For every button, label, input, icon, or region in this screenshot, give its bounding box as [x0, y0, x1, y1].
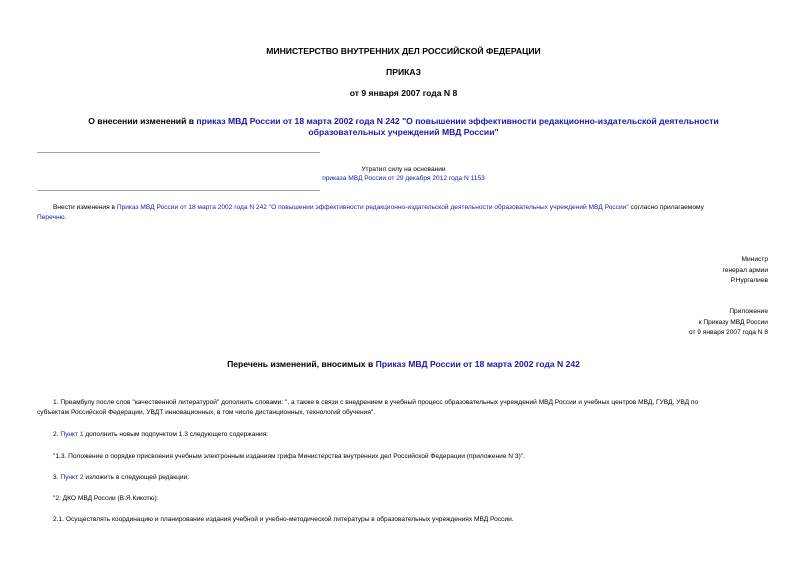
- item-3: "1.3. Положение о порядке присвоения учебным электронным изданиям грифа Министерства внутренних дел Российской Федерации (приложение N 3)".: [53, 453, 525, 460]
- title-link-order-242[interactable]: приказ МВД России от 18 марта 2002 года N 242 "О повышении эффективности редакционно-издательской деятельности: [196, 116, 719, 126]
- ministry-heading: МИНИСТЕРСТВО ВНУТРЕННИХ ДЕЛ РОССИЙСКОЙ ФЕДЕРАЦИИ: [266, 46, 541, 56]
- list-title: [0, 359, 807, 369]
- intro-link-list[interactable]: Перечню: [37, 214, 65, 221]
- item-6: 2.1. Осуществлять координацию и планирование издания учебной и учебно-методической литературы в образовательных учреждениях МВД России.: [53, 516, 514, 523]
- item-4-num: 3.: [53, 474, 61, 481]
- item-2: [53, 430, 268, 439]
- title-prefix: О внесении изменений в: [88, 116, 197, 126]
- appendix-block: [600, 307, 768, 339]
- appendix-date: от 9 января 2007 года N 8: [688, 329, 768, 336]
- item-4: [53, 473, 189, 482]
- divider-top: [37, 152, 320, 153]
- list-title-prefix: Перечень изменений, вносимых в: [227, 359, 376, 369]
- item-2-num: 2.: [53, 431, 61, 438]
- item-4-link-point-2[interactable]: Пункт 2: [60, 474, 84, 481]
- list-title-link[interactable]: Приказ МВД России от 18 марта 2002 года N 242: [375, 359, 580, 369]
- signature-name: Р.Нургалиев: [730, 277, 768, 284]
- intro-text-after: согласно прилагаемому: [628, 204, 704, 211]
- item-2-rest: дополнить новым подпунктом 1.3 следующего содержания:: [83, 431, 269, 438]
- item-5: "2. ДКО МВД России (В.Я.Кикотю):: [53, 495, 159, 502]
- intro-link-order-242[interactable]: Приказ МВД России от 18 марта 2002 года N 242 "О повышении эффективности редакционно-издательской деятельности образовательных учреждений МВД России": [116, 204, 629, 211]
- title-link-order-242-cont[interactable]: образовательных учреждений МВД России": [308, 127, 499, 137]
- status-text: Утратил силу на основании: [361, 166, 446, 173]
- doc-date-number: от 9 января 2007 года N 8: [349, 88, 458, 98]
- signature-block: [600, 255, 768, 287]
- divider-bottom: [37, 190, 320, 191]
- item-1-line1: 1. Преамбулу после слов "качественной литературой" дополнить словами: ", а также в связи с внедрением в учебный процесс образовательных учреждений МВД России и учебных центров МВД, ГУВД, УВД по: [53, 399, 699, 406]
- doc-type-heading: ПРИКАЗ: [386, 67, 421, 77]
- signature-rank: генерал армии: [722, 266, 768, 274]
- status-link-order-1153[interactable]: приказа МВД России от 29 декабря 2012 года N 1153: [322, 175, 485, 182]
- document-title: [0, 116, 807, 138]
- item-4-rest: изложить в следующей редакции:: [83, 474, 190, 481]
- intro-paragraph: [37, 203, 777, 223]
- item-1-line2: субъектам Российской Федерации, УВДТ инновационных, в том числе дистанционных, технологий обучения".: [37, 409, 376, 416]
- intro-end: .: [64, 214, 67, 221]
- item-1: [37, 398, 777, 418]
- status-block: [0, 165, 807, 183]
- appendix-label: Приложение: [729, 308, 768, 315]
- signature-title: Министр: [741, 256, 768, 263]
- intro-text-before: Внести изменения в: [53, 204, 117, 211]
- appendix-ref: к Приказу МВД России: [698, 318, 768, 326]
- item-2-link-point-1[interactable]: Пункт 1: [60, 431, 84, 438]
